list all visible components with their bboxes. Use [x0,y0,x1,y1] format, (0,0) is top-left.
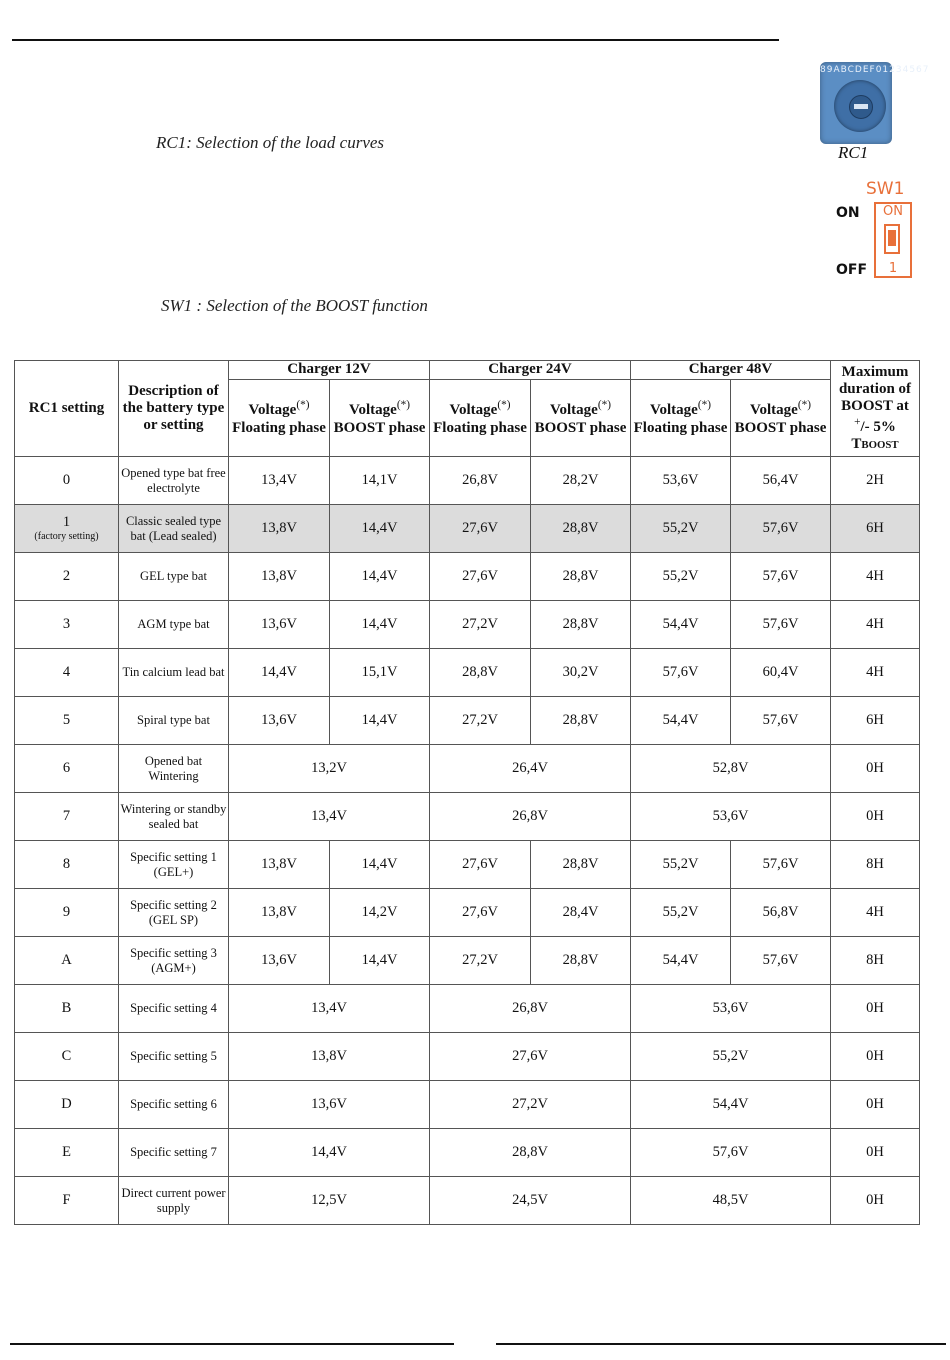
cell-description: Wintering or standby sealed bat [119,793,229,841]
cell-12v-voltage: 13,2V [229,745,430,793]
cell-setting: 2 [15,553,119,601]
asterisk-mark: (*) [296,399,310,412]
cell-48v-boost: 57,6V [731,553,831,601]
cell-setting: 8 [15,841,119,889]
table-row [15,553,920,601]
cell-12v-voltage: 13,8V [229,1033,430,1081]
cell-24v-boost: 30,2V [531,649,631,697]
cell-12v-floating: 13,6V [229,697,330,745]
cell-12v-boost: 14,4V [330,697,430,745]
voltage-label: Voltage [349,402,397,419]
cell-description: Specific setting 7 [119,1129,229,1177]
cell-description: Tin calcium lead bat [119,649,229,697]
cell-48v-voltage: 53,6V [631,985,831,1033]
cell-description: Opened type bat free electrolyte [119,457,229,505]
cell-24v-floating: 28,8V [430,649,531,697]
cell-12v-voltage: 14,4V [229,1129,430,1177]
cell-12v-floating: 13,6V [229,937,330,985]
cell-setting [15,505,119,553]
header-max-duration-text: Maximum duration of BOOST at [838,363,912,415]
cell-24v-voltage: 26,8V [430,985,631,1033]
cell-max-duration: 8H [831,937,920,985]
cell-12v-floating: 13,6V [229,601,330,649]
cell-max-duration: 4H [831,649,920,697]
cell-description: Specific setting 4 [119,985,229,1033]
cell-24v-floating: 27,6V [430,505,531,553]
cell-48v-boost: 57,6V [731,505,831,553]
boost-phase-label: BOOST phase [534,419,627,436]
cell-24v-floating: 26,8V [430,457,531,505]
cell-12v-voltage: 13,4V [229,985,430,1033]
rc1-caption: RC1: Selection of the load curves [156,133,385,152]
sw1-title: SW1 [866,179,905,199]
table-row [15,1129,920,1177]
cell-max-duration: 4H [831,601,920,649]
table-row [15,793,920,841]
sw1-on-label: ON [836,205,860,221]
table-row [15,601,920,649]
cell-48v-boost: 56,4V [731,457,831,505]
cell-description: Specific setting 6 [119,1081,229,1129]
cell-max-duration: 4H [831,889,920,937]
cell-48v-voltage: 54,4V [631,1081,831,1129]
cell-12v-boost: 14,4V [330,553,430,601]
table-row-highlighted [15,505,920,553]
cell-12v-boost: 14,2V [330,889,430,937]
cell-max-duration: 0H [831,793,920,841]
top-rule [12,39,779,41]
cell-setting: 5 [15,697,119,745]
cell-12v-boost: 14,4V [330,505,430,553]
rc1-knob [849,95,873,119]
cell-12v-boost: 14,4V [330,601,430,649]
cell-description: GEL type bat [119,553,229,601]
table-row [15,1081,920,1129]
cell-48v-floating: 57,6V [631,649,731,697]
sw1-dip-switch-image [874,202,912,278]
header-12v-boost [330,380,430,457]
header-48v-boost [731,380,831,457]
cell-24v-floating: 27,6V [430,553,531,601]
floating-phase-label: Floating phase [433,419,527,436]
cell-setting: 0 [15,457,119,505]
cell-max-duration: 0H [831,985,920,1033]
table-row [15,841,920,889]
cell-48v-floating: 55,2V [631,841,731,889]
sw1-box-on-text: ON [883,204,903,219]
setting-value: 1 [62,514,71,531]
cell-max-duration: 6H [831,505,920,553]
rc1-rotary-switch-image [820,62,930,144]
cell-48v-boost: 57,6V [731,601,831,649]
asterisk-mark: (*) [497,399,511,412]
bottom-rule-right [496,1343,946,1345]
cell-48v-floating: 55,2V [631,505,731,553]
cell-48v-floating: 54,4V [631,697,731,745]
cell-max-duration: 8H [831,841,920,889]
cell-12v-boost: 14,1V [330,457,430,505]
header-12v-floating [229,380,330,457]
header-charger-48v: Charger 48V [631,361,831,380]
cell-48v-voltage: 55,2V [631,1033,831,1081]
table-row [15,1033,920,1081]
cell-max-duration: 2H [831,457,920,505]
cell-48v-boost: 60,4V [731,649,831,697]
cell-48v-voltage: 52,8V [631,745,831,793]
cell-24v-floating: 27,6V [430,889,531,937]
header-24v-boost [531,380,631,457]
cell-max-duration: 0H [831,1177,920,1225]
arrow-icon [854,104,868,109]
boost-phase-label: BOOST phase [734,419,827,436]
cell-description: Specific setting 5 [119,1033,229,1081]
cell-max-duration: 0H [831,1129,920,1177]
cell-12v-floating: 13,4V [229,457,330,505]
asterisk-mark: (*) [797,399,811,412]
cell-setting: D [15,1081,119,1129]
cell-48v-boost: 57,6V [731,697,831,745]
header-rc1-setting: RC1 setting [15,361,119,457]
sw1-off-label: OFF [836,262,868,278]
cell-24v-boost: 28,8V [531,553,631,601]
cell-48v-floating: 55,2V [631,553,731,601]
cell-12v-boost: 14,4V [330,841,430,889]
rc1-dial-digits: 89ABCDEF01234567 [820,65,930,75]
cell-48v-boost: 56,8V [731,889,831,937]
table-row [15,697,920,745]
table-row [15,457,920,505]
cell-24v-voltage: 26,8V [430,793,631,841]
cell-setting: C [15,1033,119,1081]
table-row [15,937,920,985]
header-24v-floating [430,380,531,457]
cell-24v-boost: 28,4V [531,889,631,937]
cell-setting: B [15,985,119,1033]
table-row [15,649,920,697]
cell-24v-boost: 28,8V [531,601,631,649]
cell-24v-floating: 27,2V [430,697,531,745]
cell-12v-floating: 14,4V [229,649,330,697]
cell-description: Direct current power supply [119,1177,229,1225]
cell-24v-floating: 27,2V [430,601,531,649]
cell-24v-boost: 28,8V [531,697,631,745]
sw1-box-number: 1 [888,261,898,276]
cell-setting: E [15,1129,119,1177]
table-row [15,889,920,937]
header-t-boost-sub: BOOST [861,438,899,451]
cell-24v-boost: 28,8V [531,937,631,985]
cell-description: Specific setting 3 (AGM+) [119,937,229,985]
rc1-dial [834,80,886,132]
header-row-groups [15,361,920,380]
table-row [15,745,920,793]
cell-24v-voltage: 26,4V [430,745,631,793]
cell-24v-voltage: 27,2V [430,1081,631,1129]
floating-phase-label: Floating phase [232,419,326,436]
sw1-caption: SW1 : Selection of the BOOST function [161,296,428,315]
cell-24v-voltage: 27,6V [430,1033,631,1081]
cell-description: Specific setting 2 (GEL SP) [119,889,229,937]
cell-description: AGM type bat [119,601,229,649]
cell-48v-floating: 55,2V [631,889,731,937]
factory-setting-note: (factory setting) [34,531,99,543]
cell-max-duration: 6H [831,697,920,745]
cell-description: Specific setting 1 (GEL+) [119,841,229,889]
cell-12v-floating: 13,8V [229,889,330,937]
cell-12v-floating: 13,8V [229,505,330,553]
cell-24v-floating: 27,2V [430,937,531,985]
header-tolerance: /- 5% [860,418,896,435]
sw1-slot [884,224,900,254]
cell-setting: F [15,1177,119,1225]
voltage-label: Voltage [650,402,698,419]
header-plus-sign: + [854,415,861,428]
boost-phase-label: BOOST phase [333,419,426,436]
cell-max-duration: 4H [831,553,920,601]
cell-12v-voltage: 13,6V [229,1081,430,1129]
asterisk-mark: (*) [697,399,711,412]
cell-24v-floating: 27,6V [430,841,531,889]
settings-table [14,360,920,1225]
cell-12v-voltage: 12,5V [229,1177,430,1225]
cell-48v-voltage: 48,5V [631,1177,831,1225]
cell-setting: 3 [15,601,119,649]
voltage-label: Voltage [248,402,297,419]
asterisk-mark: (*) [396,399,410,412]
voltage-label: Voltage [550,402,598,419]
cell-24v-boost: 28,8V [531,505,631,553]
cell-description: Opened bat Wintering [119,745,229,793]
rc1-label: RC1 [838,143,869,162]
cell-24v-boost: 28,2V [531,457,631,505]
cell-setting: 4 [15,649,119,697]
bottom-rule-left [10,1343,454,1345]
cell-24v-voltage: 28,8V [430,1129,631,1177]
voltage-label: Voltage [449,402,498,419]
header-charger-12v: Charger 12V [229,361,430,380]
header-description: Description of the battery type or setting [119,361,229,457]
cell-12v-boost: 15,1V [330,649,430,697]
cell-12v-boost: 14,4V [330,937,430,985]
header-charger-24v: Charger 24V [430,361,631,380]
table-row [15,985,920,1033]
asterisk-mark: (*) [597,399,611,412]
cell-setting: 7 [15,793,119,841]
cell-setting: 9 [15,889,119,937]
floating-phase-label: Floating phase [633,419,728,436]
cell-48v-voltage: 53,6V [631,793,831,841]
cell-12v-voltage: 13,4V [229,793,430,841]
cell-48v-floating: 54,4V [631,601,731,649]
header-max-duration [831,361,920,457]
dip-lever-icon [888,230,896,246]
header-48v-floating [631,380,731,457]
header-t-boost: T [851,435,862,452]
cell-12v-floating: 13,8V [229,841,330,889]
cell-setting: 6 [15,745,119,793]
cell-48v-boost: 57,6V [731,937,831,985]
cell-12v-floating: 13,8V [229,553,330,601]
cell-48v-floating: 53,6V [631,457,731,505]
voltage-label: Voltage [750,402,798,419]
cell-max-duration: 0H [831,1033,920,1081]
cell-48v-boost: 57,6V [731,841,831,889]
cell-24v-boost: 28,8V [531,841,631,889]
cell-48v-floating: 54,4V [631,937,731,985]
table-row [15,1177,920,1225]
cell-description: Classic sealed type bat (Lead sealed) [119,505,229,553]
cell-setting: A [15,937,119,985]
cell-24v-voltage: 24,5V [430,1177,631,1225]
cell-max-duration: 0H [831,1081,920,1129]
cell-description: Spiral type bat [119,697,229,745]
cell-max-duration: 0H [831,745,920,793]
cell-48v-voltage: 57,6V [631,1129,831,1177]
